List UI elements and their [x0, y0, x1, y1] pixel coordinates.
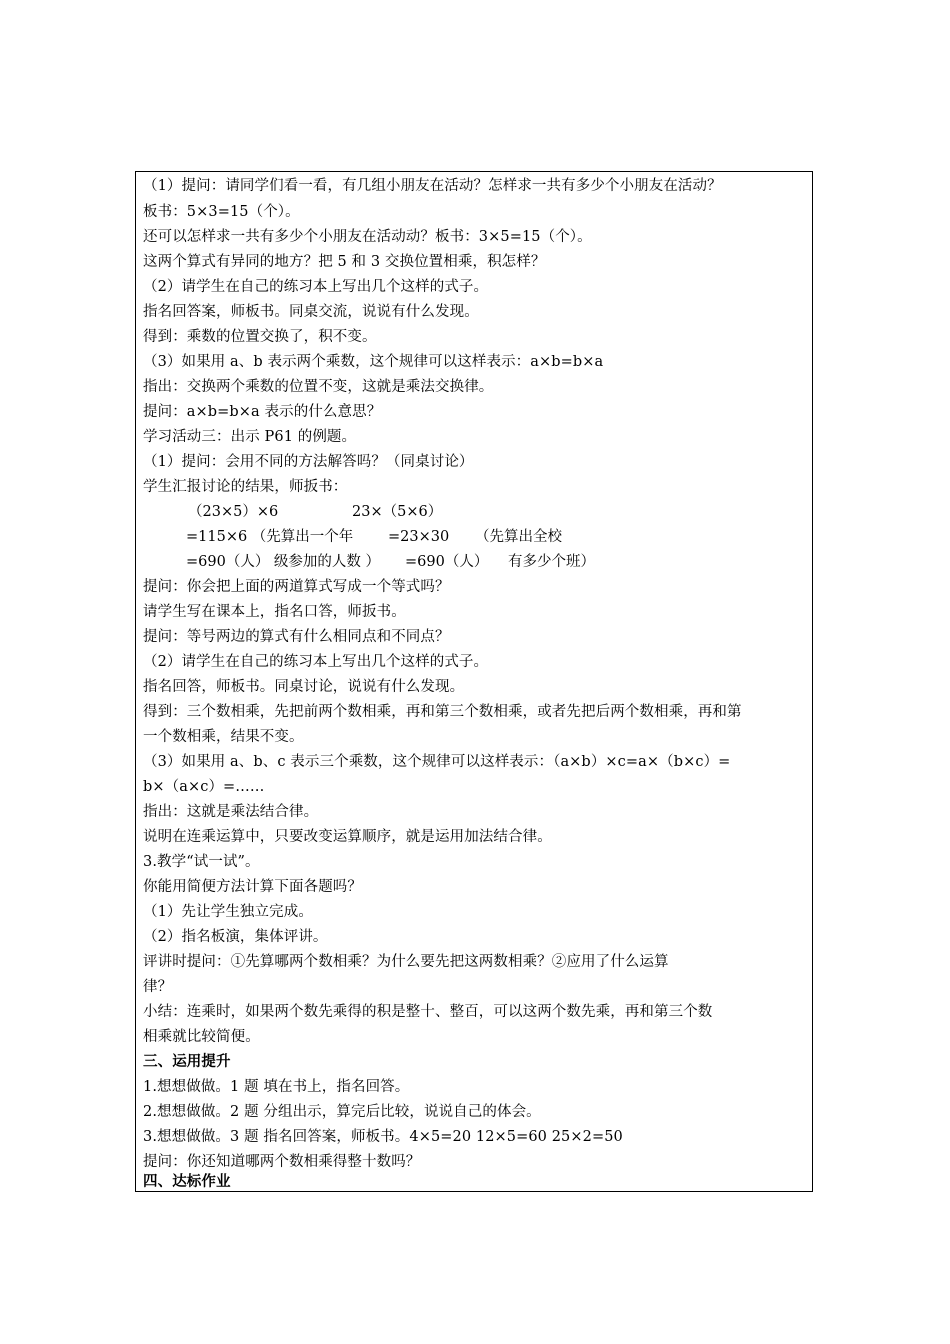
text-line: 还可以怎样求一共有多少个小朋友在活动动？板书：3×5=15（个）。: [143, 229, 592, 245]
text-line: 3.想想做做。3 题 指名回答案，师板书。4×5=20 12×5=60 25×2=50: [143, 1129, 623, 1145]
text-line: 指出：这就是乘法结合律。: [143, 804, 319, 820]
formula-text: （23×5）×6: [188, 504, 279, 520]
text-line: （1）提问：请同学们看一看，有几组小朋友在活动？怎样求一共有多少个小朋友在活动？: [143, 178, 722, 194]
text-line: 相乘就比较简便。: [143, 1029, 260, 1045]
formula-text: =115×6 （先算出一个年: [186, 529, 354, 545]
text-line: （2）请学生在自己的练习本上写出几个这样的式子。: [143, 279, 489, 295]
text-line: 指名回答，师板书。同桌讨论，说说有什么发现。: [143, 679, 465, 695]
text-line: （2）指名板演，集体评讲。: [143, 929, 328, 945]
text-line: 评讲时提问：①先算哪两个数相乘？为什么要先把这两数相乘？②应用了什么运算: [143, 954, 669, 970]
text-line: 提问：等号两边的算式有什么相同点和不同点？: [143, 629, 450, 645]
formula-text: =23×30: [388, 529, 450, 545]
formula-text: =690（人） 级参加的人数 ）: [186, 554, 381, 570]
text-line: 小结：连乘时，如果两个数先乘得的积是整十、整百，可以这两个数先乘，再和第三个数: [143, 1004, 713, 1020]
text-line: 1.想想做做。1 题 填在书上，指名回答。: [143, 1079, 410, 1095]
text-line: 提问：a×b=b×a 表示的什么意思？: [143, 404, 382, 420]
text-line: 说明在连乘运算中，只要改变运算顺序，就是运用加法结合律。: [143, 829, 552, 845]
text-line: 提问：你会把上面的两道算式写成一个等式吗？: [143, 579, 450, 595]
text-line: 板书：5×3=15（个）。: [143, 204, 300, 220]
text-line: 3.教学“试一试”。: [143, 854, 260, 870]
text-line: （1）提问：会用不同的方法解答吗？（同桌讨论）: [143, 454, 474, 470]
text-line: 指名回答案，师板书。同桌交流，说说有什么发现。: [143, 304, 479, 320]
text-line: 一个数相乘，结果不变。: [143, 729, 304, 745]
text-line: 提问：你还知道哪两个数相乘得整十数吗？: [143, 1154, 421, 1170]
text-line: 2.想想做做。2 题 分组出示，算完后比较，说说自己的体会。: [143, 1104, 541, 1120]
text-line: 这两个算式有异同的地方？把 5 和 3 交换位置相乘，积怎样？: [143, 254, 546, 270]
text-line: 学生汇报讨论的结果，师扳书：: [143, 479, 348, 495]
text-line: （3）如果用 a、b 表示两个乘数，这个规律可以这样表示：a×b=b×a: [143, 354, 604, 370]
text-line: 指出：交换两个乘数的位置不变，这就是乘法交换律。: [143, 379, 494, 395]
text-line: （1）先让学生独立完成。: [143, 904, 313, 920]
text-line: （2）请学生在自己的练习本上写出几个这样的式子。: [143, 654, 489, 670]
text-line: 请学生写在课本上，指名口答，师扳书。: [143, 604, 406, 620]
section-heading: 四、达标作业: [143, 1173, 231, 1190]
text-line: 你能用简便方法计算下面各题吗？: [143, 879, 362, 895]
formula-text: 有多少个班）: [508, 554, 595, 570]
text-line: 得到：乘数的位置交换了，积不变。: [143, 329, 377, 345]
text-line: （3）如果用 a、b、c 表示三个乘数，这个规律可以这样表示：（a×b）×c=a×（b×c）=: [143, 754, 731, 770]
formula-text: 23×（5×6）: [352, 504, 443, 520]
text-line: b×（a×c）=……: [143, 779, 265, 795]
text-line: 学习活动三：出示 P61 的例题。: [143, 429, 357, 445]
section-heading: 三、运用提升: [143, 1053, 231, 1070]
text-line: 得到：三个数相乘，先把前两个数相乘，再和第三个数相乘，或者先把后两个数相乘，再和第: [143, 704, 742, 720]
text-line: 律？: [143, 979, 173, 995]
formula-text: =690（人）: [405, 554, 489, 570]
formula-text: （先算出全校: [475, 529, 562, 545]
